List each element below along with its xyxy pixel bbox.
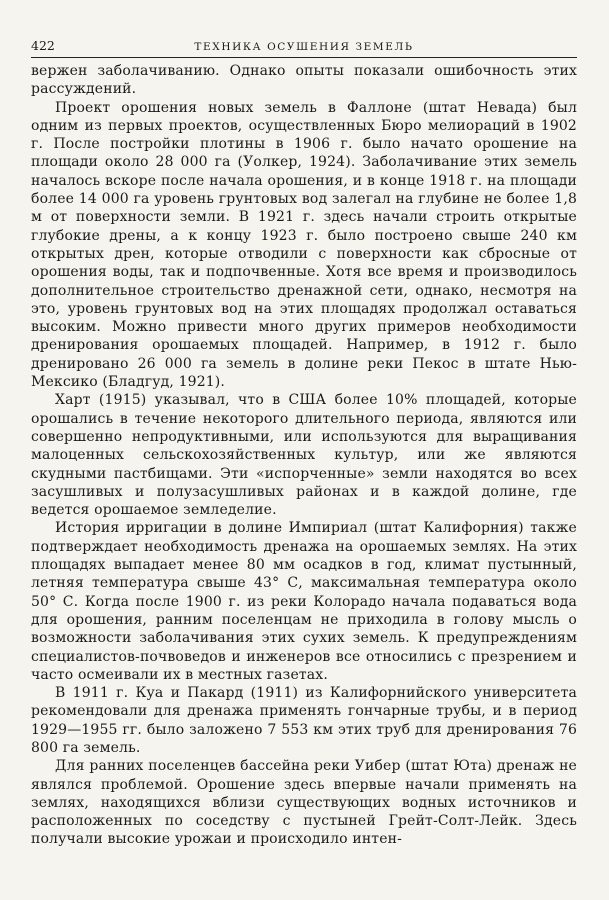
page-number: 422 [31, 38, 55, 53]
running-head [31, 38, 577, 54]
paragraph-weber-river: Для ранних поселенцев бассейна реки Уибер (штат Юта) дренаж не являлся проблемой. Орошение здесь впервые начали применять на землях, находящихся вблизи существующих водных источников и расположенных по соседству с пустыней Грейт-Солт-Лейк. Здесь получали высокие урожаи и происходило интен- [31, 758, 577, 848]
paragraph-fallon-project: Проект орошения новых земель в Фаллоне (штат Невада) был одним из первых проектов, осуществленных Бюро мелиораций в 1902 г. После постройки плотины в 1906 г. было начато орошение на площади около 28 000 га (Уолкер, 1924). Заболачивание этих земель началось вскоре после начала орошения, и в конце 1918 г. на площади более 14 000 га уровень грунтовых вод залегал на глубине не более 1,8 м от поверхности земли. В 1921 г. здесь начали строить открытые глубокие дрены, а к концу 1923 г. было построено свыше 240 км открытых дрен, которые отводили с поверхности как сбросные от орошения воды, так и подпочвенные. Хотя все время и производилось дополнительное строительство дренажной сети, однако, несмотря на это, уровень грунтовых вод на этих площадях продолжал оставаться высоким. Можно привести много других примеров необходимости дренирования орошаемых площадей. Например, в 1912 г. было дренировано 26 000 га земель в долине реки Пекос в штате Нью-Мексико (Бладгуд, 1921). [31, 99, 577, 391]
book-page [31, 38, 577, 849]
running-title: ТЕХНИКА ОСУШЕНИЯ ЗЕМЕЛЬ [194, 41, 414, 53]
paragraph-continuation: вержен заболачиванию. Однако опыты показали ошибочность этих рассуждений. [31, 63, 577, 98]
body-text [31, 62, 577, 849]
paragraph-kua-pakard: В 1911 г. Куа и Пакард (1911) из Калифорнийского университета рекомендовали для дренажа применять гончарные трубы, и в период 1929—1955 гг. было заложено 7 553 км этих труб для дренирования 76 800 га земель. [31, 685, 577, 756]
paragraph-imperial-valley: История ирригации в долине Импириал (штат Калифорния) также подтверждает необходимость дренажа на орошаемых землях. На этих площадях выпадает менее 80 мм осадков в год, климат пустынный, летняя температура свыше 43° С, максимальная температура около 50° С. Когда после 1900 г. из реки Колорадо начала подаваться вода для орошения, ранним поселенцам не приходила в голову мысль о возможности заболачивания этих сухих земель. К предупреждениям специалистов-почвоведов и инженеров все относились с презрением и часто осмеивали их в местных газетах. [31, 520, 577, 683]
header-rule [31, 57, 577, 58]
paragraph-hart-1915: Харт (1915) указывал, что в США более 10% площадей, которые орошались в течение некоторого длительного периода, являются или совершенно непродуктивными, или используются для выращивания малоценных сельскохозяйственных культур, или же являются скудными пастбищами. Эти «испорченные» земли находятся во всех засушливых и полузасушливых районах и в каждой долине, где ведется орошаемое земледелие. [31, 392, 577, 519]
